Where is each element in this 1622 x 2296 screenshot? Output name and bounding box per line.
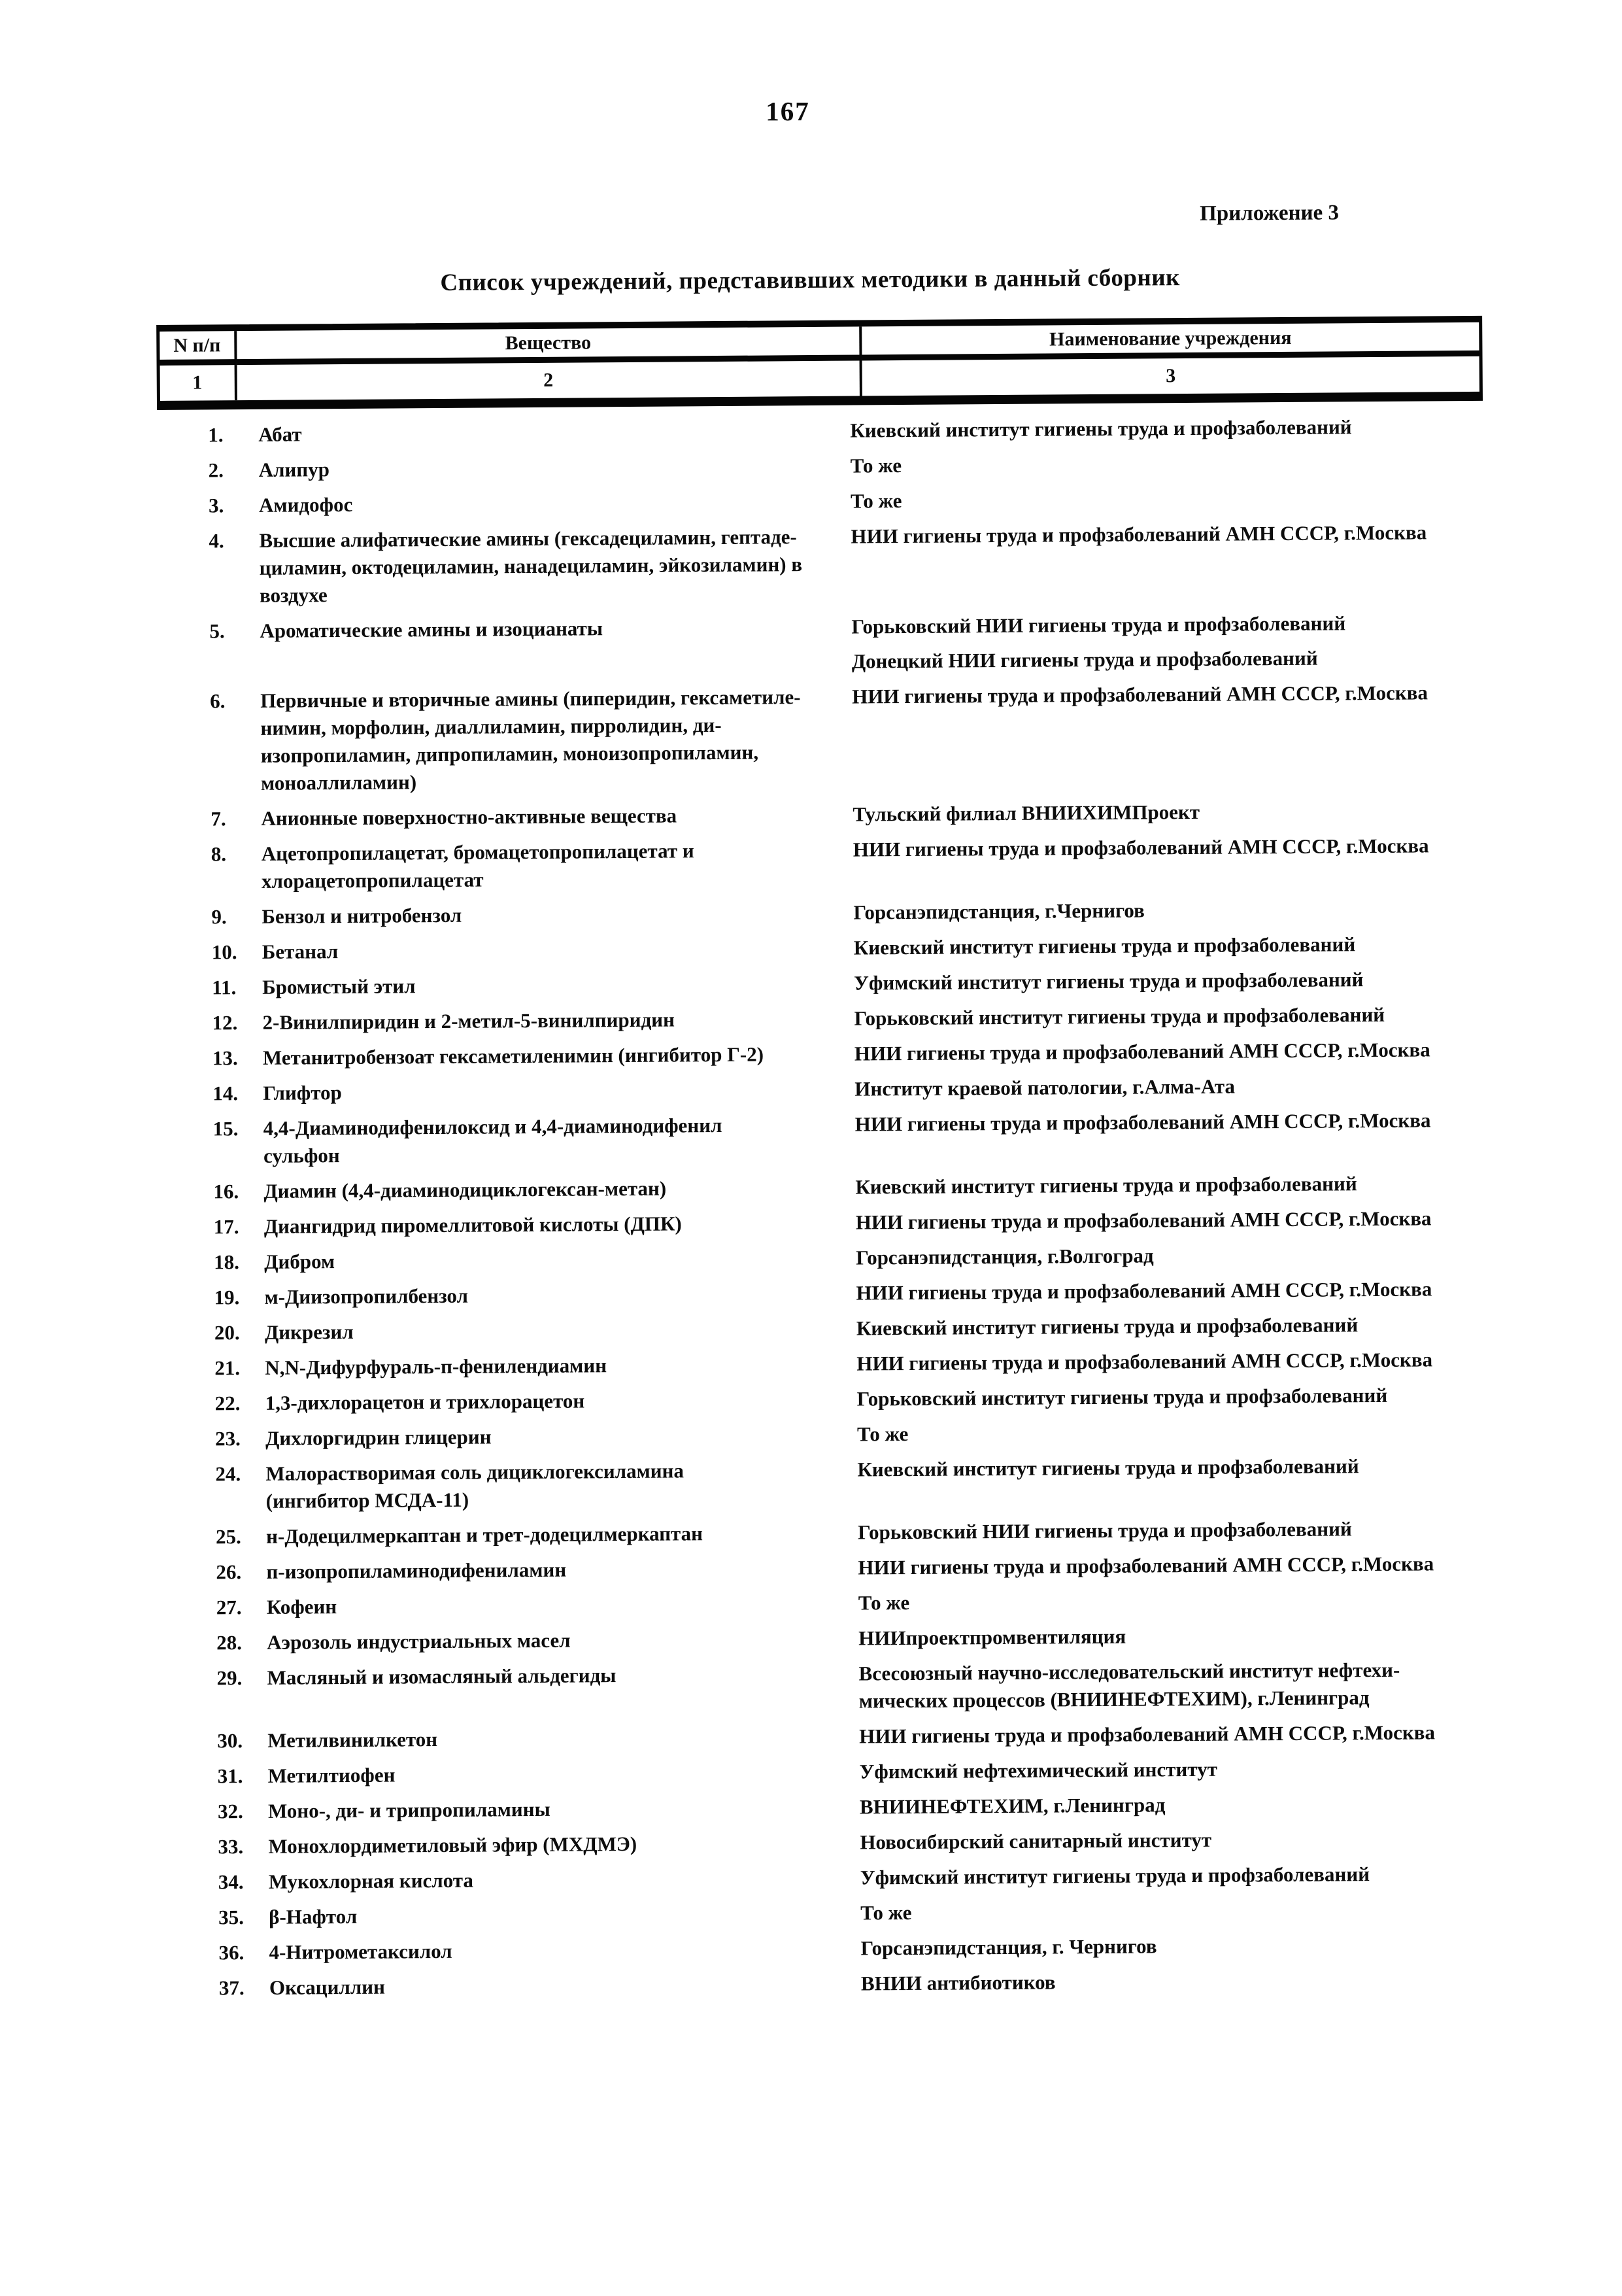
row-number: 22. [214,1392,241,1415]
row-number: 13. [212,1046,238,1070]
table-header-box [156,316,1483,410]
institution-cell [851,519,1483,551]
table-row [166,1754,1492,1791]
substance-cell: Бетанал [262,940,339,963]
institution-entry: ВНИИНЕФТЕХИМ, г.Ленинград [859,1793,1166,1819]
institution-cell [860,1860,1493,1892]
row-number: 23. [214,1427,241,1450]
row-number: 37. [218,1976,245,2000]
column-index-1: 1 [160,365,237,401]
substance-cell: м-Диизопропилбензол [264,1284,469,1309]
substance-cell: п-изопропиламинодифениламин [266,1558,567,1583]
institution-entry: Уфимский нефтехимический институт [859,1757,1217,1783]
table-row [159,679,1485,798]
table-row [165,1620,1491,1657]
table-row [167,1930,1493,1967]
column-index-3: 3 [1166,365,1176,387]
table-row [157,413,1483,449]
institution-entry: Тульский филиал ВНИИХИМПроект [853,800,1200,826]
row-number: 11. [212,976,237,999]
substance-cell: Масляный и изомасляный альдегиды [267,1664,617,1689]
table-row [164,1452,1491,1516]
table-row [165,1515,1491,1551]
row-number: 32. [217,1800,243,1823]
substance-cell: Метанитробензоат гексаметиленимин (ингибитор Г-2) [262,1042,764,1069]
row-number: 9. [211,905,227,929]
institution-entry: Уфимский институт гигиены труда и профзаболеваний [860,1862,1370,1889]
institution-cell [860,1825,1493,1857]
table-row [158,448,1483,485]
institution-cell [854,930,1487,962]
institution-entry: То же [850,454,902,477]
institution-cell [853,797,1485,829]
institution-entry: ВНИИ антибиотиков [860,1970,1056,1995]
institution-entry: НИИпроектпромвентиляция [858,1624,1126,1650]
table-row [167,1895,1493,1932]
substance-cell: Бромистый этил [262,974,416,999]
institution-entry: Всесоюзный научно-исследовательский институт нефтехи- мических процессов (ВНИИНЕФТЕХИМ), г.Ленинград [858,1658,1400,1713]
table-row [168,1966,1494,2002]
institution-cell [861,1966,1494,1998]
table-row [163,1275,1489,1312]
table-row [161,1071,1487,1108]
institution-cell [858,1656,1492,1715]
row-number: 35. [218,1906,245,1929]
row-number: 16. [213,1180,239,1203]
substance-cell: Диангидрид пиромеллитовой кислоты (ДПК) [263,1212,682,1238]
table-row [165,1585,1491,1622]
institution-cell [855,1106,1488,1139]
substance-cell: Абат [258,422,302,446]
page-number: 167 [766,96,810,126]
row-number: 8. [211,842,227,866]
substance-cell: N,N-Дифурфураль-п-фенилендиамин [265,1354,607,1379]
row-number: 7. [211,807,226,831]
institution-entry: Горьковский институт гигиены труда и профзаболеваний [854,1002,1385,1030]
table-body [157,413,1494,2010]
substance-cell: Амидофос [258,492,353,517]
document-title: Список учреждений, представивших методики в данный сборник [440,264,1181,296]
institution-entry: НИИ гигиены труда и профзаболеваний АМН СССР, г.Москва [856,1348,1433,1375]
table-row [166,1719,1492,1755]
substance-cell: Кофеин [266,1595,337,1619]
institution-entry: Институт краевой патологии, г.Алма-Ата [854,1074,1236,1101]
substance-cell: Глифтор [263,1081,342,1105]
substance-cell: Малорастворимая соль дициклогексиламина (ингибитор МСДА-11) [265,1459,684,1513]
table-row [162,1106,1489,1171]
institution-cell [854,965,1487,997]
table-row [161,1001,1487,1037]
row-number: 36. [218,1941,245,1964]
table-row [163,1311,1489,1347]
institution-cell [860,1895,1493,1927]
institution-cell [856,1240,1489,1272]
column-index-2: 2 [237,360,862,400]
institution-entry: НИИ гигиены труда и профзаболеваний АМН СССР, г.Москва [854,1108,1431,1136]
substance-cell: Метилвинилкетон [267,1728,438,1752]
substance-cell: Диамин (4,4-диаминодициклогексан-метан) [263,1176,667,1203]
substance-cell: Оксациллин [269,1975,386,1999]
table-row [162,1169,1488,1206]
row-number: 4. [209,529,224,553]
institution-entry: Киевский институт гигиены труда и профзаболеваний [853,933,1356,959]
substance-cell: Ароматические амины и изоцианаты [260,617,603,642]
table-row [163,1205,1489,1241]
institution-entry: То же [856,1422,909,1446]
table-row [158,609,1485,680]
substance-cell: Мукохлорная кислота [268,1868,474,1893]
institution-entry: Донецкий НИИ гигиены труда и профзаболеваний [851,646,1318,673]
row-number: 21. [214,1356,241,1380]
institution-cell [856,1311,1489,1343]
row-number: 25. [215,1525,241,1549]
institution-cell [860,1789,1493,1821]
row-number: 30. [217,1729,243,1753]
row-number: 2. [208,458,224,482]
institution-entry: Горсанэпидстанция, г. Чернигов [860,1934,1157,1960]
institution-cell [854,1071,1487,1103]
substance-cell: Первичные и вторичные амины (пиперидин, гексаметиле- нимин, морфолин, диаллиламин, пирролидин, ди- изопропиламин, дипропиламин, моноизопропиламин, моноаллиламин) [260,685,801,795]
substance-cell: Высшие алифатические амины (гексадециламин, гептаде- циламин, октодециламин, нанадециламин, эйкозиламин) в воздухе [259,525,803,607]
institution-cell [853,832,1486,864]
institution-cell [860,1930,1493,1962]
institution-entry: НИИ гигиены труда и профзаболеваний АМН СССР, г.Москва [856,1277,1432,1305]
substance-cell: Бензол и нитробензол [262,903,462,928]
row-number: 19. [214,1286,240,1309]
row-number: 33. [218,1835,244,1859]
row-number: 31. [217,1764,243,1788]
institution-cell [859,1754,1492,1786]
table-row [161,930,1487,967]
row-number: 34. [218,1870,244,1894]
institution-cell [859,1719,1492,1751]
institution-cell [855,1169,1488,1201]
substance-cell: Монохлордиметиловый эфир (МХДМЭ) [268,1832,637,1858]
institution-entry: НИИ гигиены труда и профзаболеваний АМН СССР, г.Москва [859,1721,1436,1748]
institution-cell [853,895,1486,927]
institution-cell [854,1001,1487,1033]
institution-entry: НИИ гигиены труда и профзаболеваний АМН СССР, г.Москва [851,521,1427,548]
row-number: 10. [211,940,237,964]
row-number: 17. [213,1215,239,1239]
table-row [164,1381,1490,1418]
institution-entry: Горсанэпидстанция, г.Волгоград [856,1244,1154,1269]
substance-cell: 2-Винилпиридин и 2-метил-5-винилпиридин [262,1008,675,1034]
institution-cell [852,679,1485,711]
row-number: 20. [214,1321,240,1345]
substance-cell: Дибром [264,1250,335,1273]
institution-cell [858,1515,1491,1547]
institution-entry: НИИ гигиены труда и профзаболеваний АМН СССР, г.Москва [858,1552,1434,1579]
table-row [160,895,1486,931]
institution-entry: То же [850,489,902,513]
row-number: 18. [214,1250,240,1274]
institution-entry: Киевский институт гигиены труда и профзаболеваний [850,415,1352,442]
substance-cell: Алипур [258,458,330,481]
table-row [167,1825,1493,1861]
table-row [167,1860,1493,1896]
institution-cell [851,483,1483,515]
institution-entry: Киевский институт гигиены труда и профзаболеваний [855,1172,1357,1199]
row-number: 26. [216,1560,242,1584]
row-number: 14. [212,1082,239,1105]
institution-entry: Киевский институт гигиены труда и профзаболеваний [856,1313,1359,1340]
row-number: 1. [208,423,224,447]
institution-entry: Киевский институт гигиены труда и профзаболеваний [857,1454,1359,1481]
table-row [163,1240,1489,1277]
row-number: 5. [209,619,225,643]
institution-cell [850,413,1483,445]
substance-cell: Метилтиофен [267,1763,396,1787]
institution-entry: Новосибирский санитарный институт [860,1828,1212,1854]
institution-entry: Горьковский институт гигиены труда и профзаболеваний [856,1383,1388,1411]
institution-cell [856,1205,1489,1237]
institution-cell [851,609,1485,676]
institution-cell [856,1275,1489,1307]
table-row [163,1346,1489,1382]
institution-cell [856,1381,1489,1413]
institution-entry: Уфимский институт гигиены труда и профзаболеваний [854,968,1364,995]
institution-cell [858,1550,1491,1582]
row-number: 6. [210,689,226,713]
column-header-institution: Наименование учреждения [862,322,1479,361]
substance-cell: Дикрезил [264,1320,354,1344]
table-row [160,832,1487,896]
institution-entry: НИИ гигиены труда и профзаболеваний АМН СССР, г.Москва [854,1038,1430,1065]
table-row [161,1036,1487,1072]
row-number: 3. [208,494,224,517]
substance-cell: 4,4-Диаминодифенилоксид и 4,4-диаминодифенил сульфон [263,1113,722,1167]
table-row [158,519,1484,610]
institution-entry: НИИ гигиены труда и профзаболеваний АМН СССР, г.Москва [852,681,1428,708]
row-number: 28. [216,1631,243,1654]
table-row [158,483,1483,520]
substance-cell: Моно-, ди- и трипропиламины [267,1797,550,1823]
institution-cell [858,1585,1491,1617]
institution-entry: Горсанэпидстанция, г.Чернигов [853,899,1145,924]
institution-entry: Горьковский НИИ гигиены труда и профзаболеваний [857,1517,1352,1544]
row-number: 29. [216,1666,243,1690]
row-number: 24. [215,1462,241,1486]
substance-cell: н-Додецилмеркаптан и трет-додецилмеркаптан [265,1522,703,1548]
column-header-npp: N п/п [160,331,237,366]
institution-cell [857,1452,1490,1484]
institution-cell [856,1346,1489,1378]
table-row [160,797,1485,833]
institution-entry: То же [860,1900,912,1925]
institution-cell [857,1416,1490,1448]
table-row [165,1656,1492,1720]
row-number: 12. [212,1011,238,1035]
column-header-substance: Вещество [237,326,862,365]
table-row [161,965,1487,1002]
table-row [165,1550,1491,1586]
appendix-label: Приложение 3 [1200,201,1340,226]
substance-cell: Аэрозоль индустриальных масел [267,1628,571,1654]
substance-cell: Анионные поверхностно-активные вещества [261,804,677,830]
substance-cell: 1,3-дихлорацетон и трихлорацетон [265,1389,585,1414]
substance-cell: β-Нафтол [269,1904,358,1928]
table-row [167,1789,1493,1826]
institution-entry: То же [858,1591,910,1615]
institution-cell [854,1036,1487,1068]
table-row [164,1416,1490,1453]
institution-entry: НИИ гигиены труда и профзаболеваний АМН СССР, г.Москва [855,1207,1432,1234]
row-number: 15. [212,1117,239,1140]
substance-cell: Ацетопропилацетат, бромацетопропилацетат и хлорацетопропилацетат [261,839,694,893]
institution-cell [858,1620,1491,1653]
institution-cell [851,448,1483,480]
institution-entry: НИИ гигиены труда и профзаболеваний АМН СССР, г.Москва [853,834,1429,861]
substance-cell: 4-Нитрометаксилол [269,1939,452,1964]
institution-entry: Горьковский НИИ гигиены труда и профзаболеваний [851,611,1346,638]
row-number: 27. [216,1596,242,1619]
substance-cell: Дихлоргидрин глицерин [265,1425,492,1450]
